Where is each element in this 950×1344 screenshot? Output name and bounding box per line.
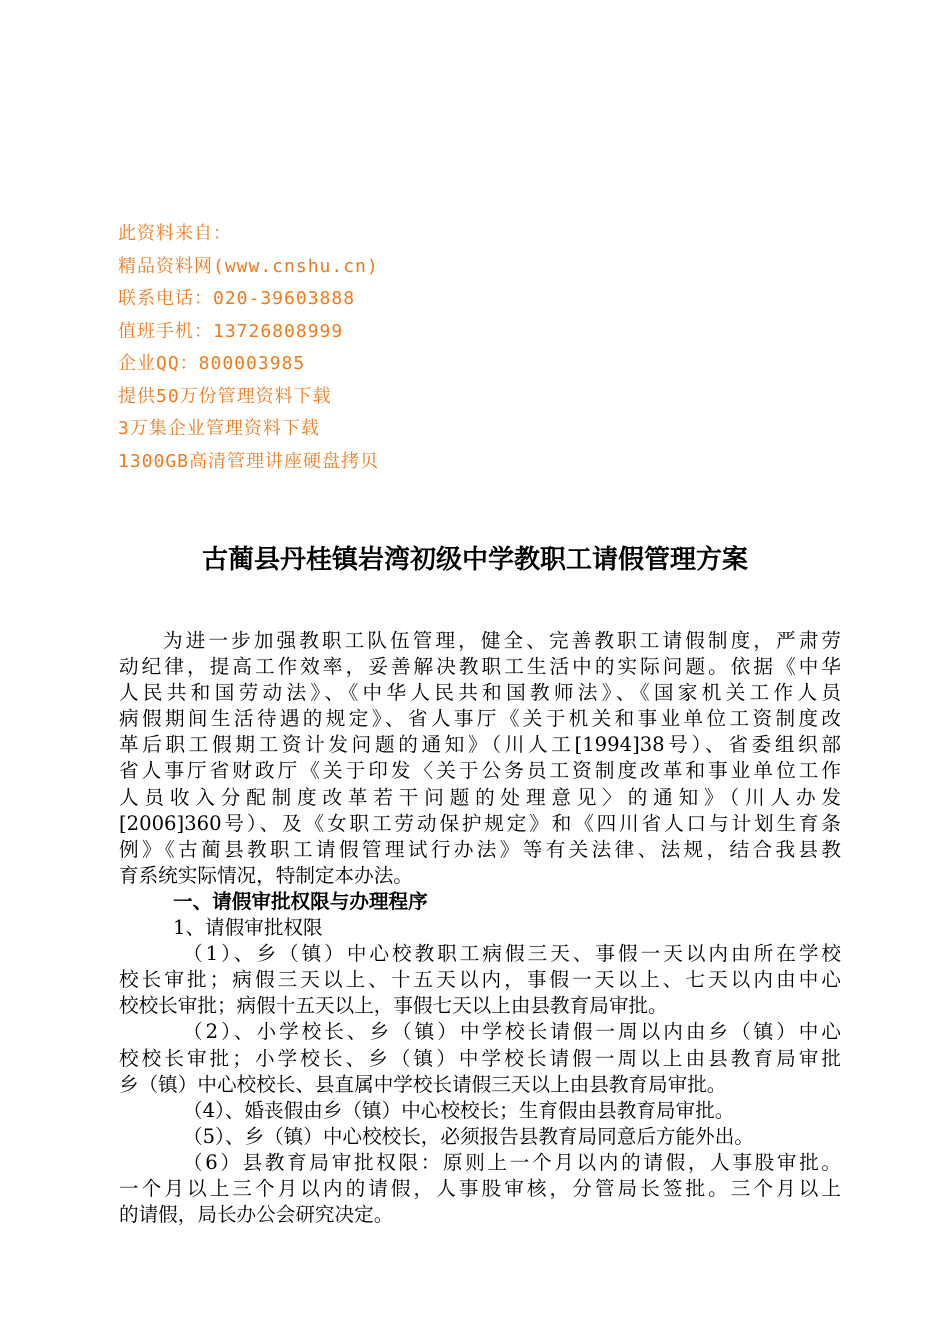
promo-line-phone: 联系电话：020-39603888 xyxy=(118,288,356,309)
body-line: 的请假，局长办公会研究决定。 xyxy=(119,1203,394,1227)
promo-line-offer-2: 3万集企业管理资料下载 xyxy=(118,418,320,439)
body-line: 病假期间生活待遇的规定》、省人事厅《关于机关和事业单位工资制度改 xyxy=(119,707,841,731)
body-line: 省人事厅省财政厅《关于印发〈关于公务员工资制度改革和事业单位工作 xyxy=(119,759,841,783)
body-line: （1）、乡（镇）中心校教职工病假三天、事假一天以内由所在学校 xyxy=(183,942,841,966)
subsection-heading: 1、请假审批权限 xyxy=(173,916,323,940)
body-line: 人员收入分配制度改革若干问题的处理意见〉的通知》（川人办发 xyxy=(119,785,841,809)
promo-line-mobile: 值班手机：13726808999 xyxy=(118,320,344,342)
body-line: 为进一步加强教职工队伍管理，健全、完善教职工请假制度，严肃劳 xyxy=(163,629,841,652)
promo-line-qq: 企业QQ：800003985 xyxy=(118,353,306,374)
body-line: （5）、乡（镇）中心校校长，必须报告县教育局同意后方能外出。 xyxy=(183,1124,754,1148)
document-body xyxy=(119,628,841,1228)
promo-line-website: 精品资料网(www.cnshu.cn) xyxy=(118,255,379,277)
body-line: 校长审批；病假三天以上、十五天以内，事假一天以上、七天以内由中心 xyxy=(119,968,841,992)
body-line: 校校长审批；小学校长、乡（镇）中学校长请假一周以上由县教育局审批 xyxy=(119,1046,841,1070)
body-line: 一个月以上三个月以内的请假，人事股审核，分管局长签批。三个月以上 xyxy=(119,1176,841,1200)
body-line: （4）、婚丧假由乡（镇）中心校校长；生育假由县教育局审批。 xyxy=(183,1098,735,1122)
body-line: （2）、小学校长、乡（镇）中学校长请假一周以内由乡（镇）中心 xyxy=(183,1020,841,1044)
promo-line-offer-1: 提供50万份管理资料下载 xyxy=(118,385,332,407)
body-line: [2006]360号）、及《女职工劳动保护规定》和《四川省人口与计划生育条 xyxy=(119,811,841,835)
body-line: 人民共和国劳动法》、《中华人民共和国教师法》、《国家机关工作人员 xyxy=(119,681,841,705)
body-line: 校校长审批；病假十五天以上，事假七天以上由县教育局审批。 xyxy=(119,994,668,1018)
promo-block xyxy=(118,218,718,478)
body-line: 乡（镇）中心校校长、县直属中学校长请假三天以上由县教育局审批。 xyxy=(119,1072,727,1096)
promo-line-offer-3: 1300GB高清管理讲座硬盘拷贝 xyxy=(118,450,380,472)
section-heading: 一、请假审批权限与办理程序 xyxy=(173,889,428,913)
body-line: 例》《古蔺县教职工请假管理试行办法》等有关法律、法规，结合我县教 xyxy=(119,837,841,861)
promo-line-source: 此资料来自： xyxy=(118,223,232,244)
body-line: （6）县教育局审批权限：原则上一个月以内的请假，人事股审批。 xyxy=(183,1150,841,1174)
body-line: 动纪律，提高工作效率，妥善解决教职工生活中的实际问题。依据《中华 xyxy=(119,655,841,679)
body-line: 育系统实际情况，特制定本办法。 xyxy=(119,863,413,887)
document-title: 古蔺县丹桂镇岩湾初级中学教职工请假管理方案 xyxy=(201,545,748,575)
body-line: 革后职工假期工资计发问题的通知》（川人工[1994]38号）、省委组织部 xyxy=(119,733,841,757)
